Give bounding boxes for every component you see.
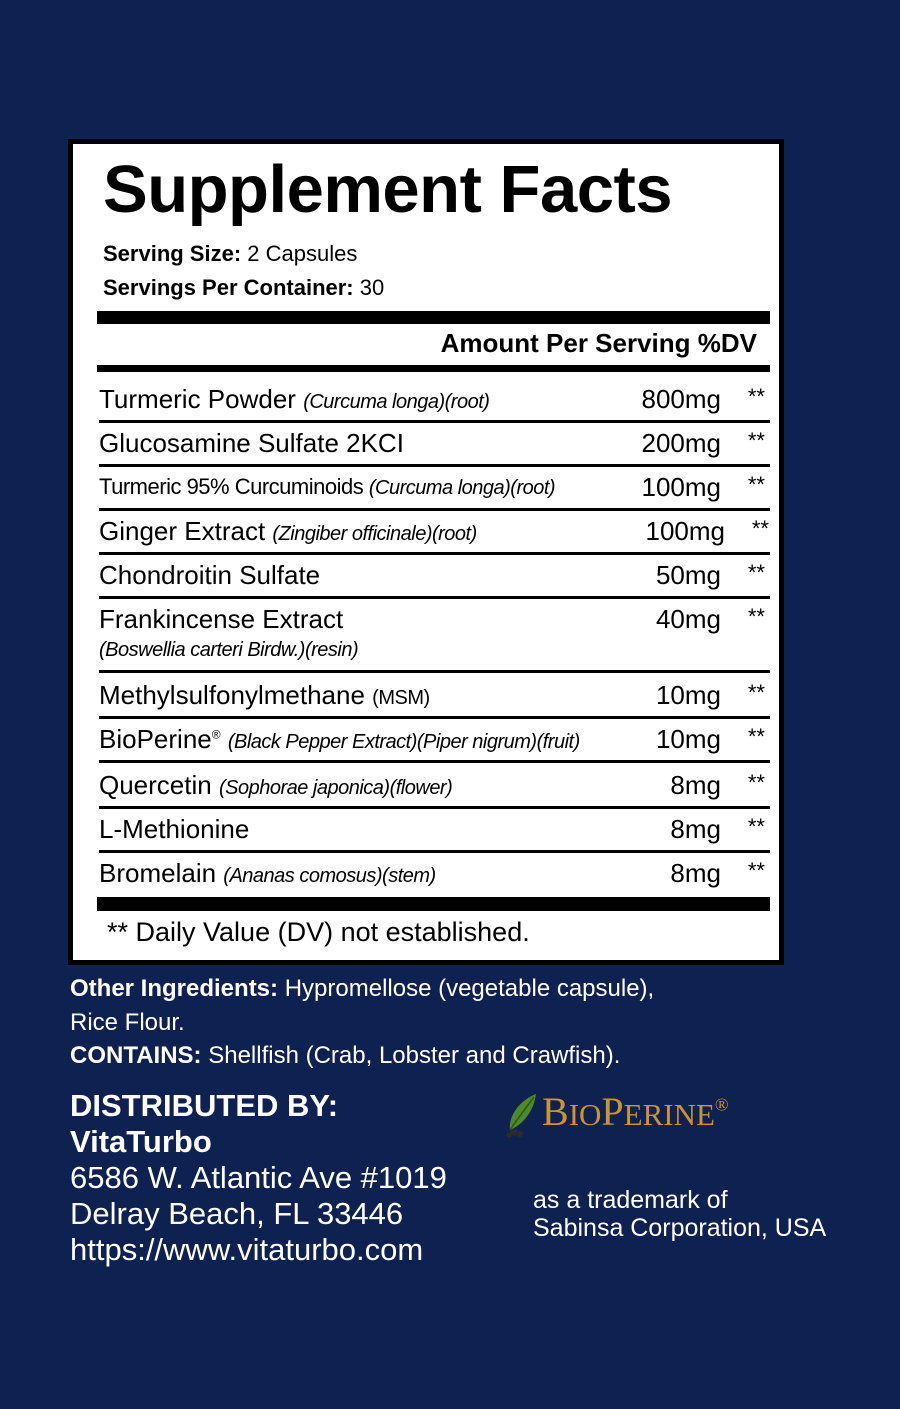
- thick-divider-top: [97, 311, 770, 324]
- ingredient-name: Frankincense Extract (Boswellia carteri Birdw.)(resin): [99, 604, 359, 661]
- distributor-url[interactable]: https://www.vitaturbo.com: [70, 1232, 424, 1267]
- ingredient-name: Bromelain (Ananas comosus)(stem): [99, 858, 436, 888]
- ingredient-name: Glucosamine Sulfate 2KCI: [99, 428, 404, 458]
- distributor-address-line2: Delray Beach, FL 33446: [70, 1196, 404, 1231]
- ingredient-name: Methylsulfonylmethane (MSM): [99, 680, 430, 710]
- ingredient-amount: 40mg: [655, 604, 721, 634]
- distributed-by-heading: DISTRIBUTED BY:: [70, 1088, 339, 1123]
- thick-divider-header: [97, 365, 770, 372]
- ingredient-dv: **: [751, 516, 769, 541]
- trademark-line2: Sabinsa Corporation, USA: [533, 1214, 827, 1242]
- other-ingredients: [70, 975, 654, 1003]
- ingredient-dv: **: [747, 604, 765, 629]
- row-divider: [99, 508, 770, 511]
- black-pepper-leaf-icon: [504, 1090, 540, 1138]
- ingredient-name: Quercetin (Sophorae japonica)(flower): [99, 770, 453, 800]
- dv-footnote: ** Daily Value (DV) not established.: [107, 917, 530, 947]
- ingredient-amount: 800mg: [641, 384, 721, 414]
- ingredient-amount: 100mg: [645, 516, 725, 546]
- row-divider: [99, 670, 770, 673]
- distributor-address-line1: 6586 W. Atlantic Ave #1019: [70, 1160, 447, 1195]
- thick-divider-bottom: [97, 897, 770, 911]
- ingredient-dv: **: [747, 858, 765, 883]
- contains-statement: [70, 1042, 620, 1070]
- ingredient-name: L-Methionine: [99, 814, 250, 844]
- row-divider: [99, 596, 770, 599]
- ingredient-amount: 8mg: [670, 858, 721, 888]
- ingredient-dv: **: [747, 724, 765, 749]
- row-divider: [99, 850, 770, 853]
- ingredient-dv: **: [747, 560, 765, 585]
- ingredient-name: BioPerine® (Black Pepper Extract)(Piper nigrum)(fruit): [99, 724, 580, 754]
- ingredient-name: Ginger Extract (Zingiber officinale)(root): [99, 516, 477, 546]
- row-divider: [99, 420, 770, 423]
- row-divider: [99, 806, 770, 809]
- panel-title: Supplement Facts: [103, 152, 673, 227]
- servings-per-container-value: 30: [359, 275, 385, 300]
- trademark-line1: as a trademark of: [533, 1186, 728, 1214]
- ingredient-dv: **: [747, 428, 765, 453]
- row-divider: [99, 760, 770, 763]
- ingredient-amount: 8mg: [670, 814, 721, 844]
- ingredient-amount: 200mg: [641, 428, 721, 458]
- supplement-facts-panel: [68, 139, 784, 965]
- ingredient-amount: 8mg: [670, 770, 721, 800]
- serving-size-label: Serving Size:: [103, 241, 242, 266]
- servings-per-container-label: Servings Per Container:: [103, 275, 354, 300]
- serving-size-value: 2 Capsules: [247, 241, 358, 266]
- serving-size: [103, 241, 357, 267]
- row-divider: [99, 552, 770, 555]
- row-divider: [99, 716, 770, 719]
- ingredient-name: Chondroitin Sulfate: [99, 560, 321, 590]
- contains-label: CONTAINS:: [70, 1042, 202, 1069]
- ingredient-amount: 10mg: [655, 724, 721, 754]
- other-ingredients-label: Other Ingredients:: [70, 975, 279, 1002]
- amount-per-serving-header: Amount Per Serving %DV: [440, 328, 757, 358]
- ingredient-amount: 10mg: [655, 680, 721, 710]
- ingredient-name: Turmeric Powder (Curcuma longa)(root): [99, 384, 490, 414]
- ingredient-dv: **: [747, 770, 765, 795]
- contains-value: Shellfish (Crab, Lobster and Crawfish).: [208, 1042, 621, 1069]
- other-ingredients-value: Hypromellose (vegetable capsule),: [284, 975, 655, 1002]
- ingredient-dv: **: [747, 680, 765, 705]
- ingredient-dv: **: [747, 472, 765, 497]
- servings-per-container: [103, 275, 384, 301]
- ingredient-amount: 50mg: [655, 560, 721, 590]
- row-divider: [99, 464, 770, 467]
- ingredient-dv: **: [747, 384, 765, 409]
- bioperine-wordmark: BIOPERINE®: [542, 1089, 729, 1134]
- ingredient-amount: 100mg: [641, 472, 721, 502]
- distributor-name: VitaTurbo: [70, 1124, 212, 1159]
- ingredient-name: Turmeric 95% Curcuminoids (Curcuma longa)(root): [99, 474, 556, 499]
- ingredient-dv: **: [747, 814, 765, 839]
- other-ingredients-continued: Rice Flour.: [70, 1009, 185, 1036]
